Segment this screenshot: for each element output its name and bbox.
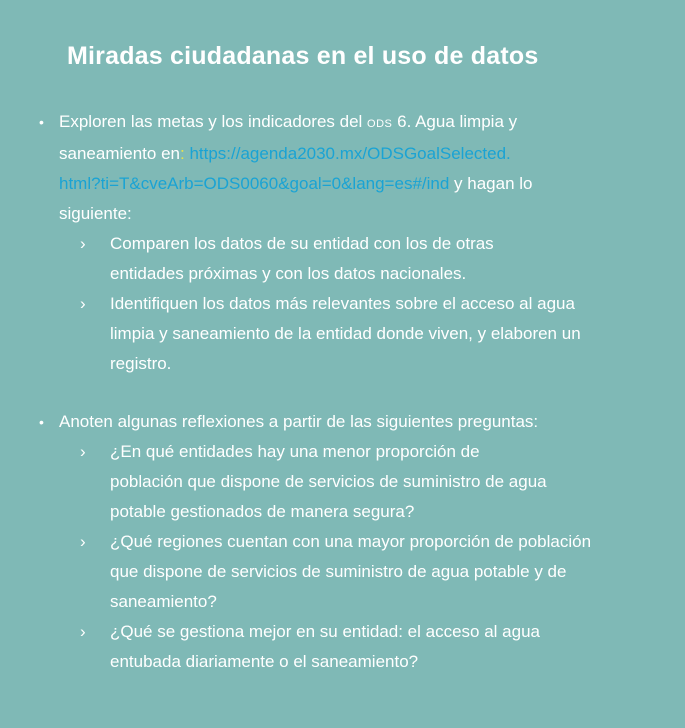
chevron-marker: › [80, 442, 86, 461]
bullet-text: Exploren las metas y los indicadores del ODS 6. Agua limpia y saneamiento en: https://agenda2030.mx/ODSGoalSelected. html?ti=T&cveArb=ODS0060&goal=0&lang=es#/ind y hagan lo siguiente: [59, 112, 533, 223]
chevron-marker: › [80, 234, 86, 253]
sub-item [80, 527, 610, 617]
bullet-marker: • [39, 114, 44, 130]
section-title: Miradas ciudadanas en el uso de datos [67, 42, 539, 70]
chevron-marker: › [80, 532, 86, 551]
sub-item-text: ¿En qué entidades hay una menor proporción de población que dispone de servicios de suministro de agua potable gestionados de manera segura? [110, 442, 547, 521]
chevron-marker: › [80, 622, 86, 641]
sub-item [80, 229, 610, 289]
bullet-text: Anoten algunas reflexiones a partir de las siguientes preguntas: [59, 412, 539, 431]
bullet-item-explore [39, 107, 629, 379]
agenda2030-link[interactable]: https://agenda2030.mx/ODSGoalSelected. html?ti=T&cveArb=ODS0060&goal=0&lang=es#/ind [59, 144, 511, 193]
sub-item-text: ¿Qué se gestiona mejor en su entidad: el acceso al agua entubada diariamente o el saneamiento? [110, 622, 540, 671]
sub-item [80, 617, 610, 677]
sub-item-text: Identifiquen los datos más relevantes sobre el acceso al agua limpia y saneamiento de la entidad donde viven, y elaboren un registro. [110, 294, 581, 373]
chevron-marker: › [80, 294, 86, 313]
sub-item [80, 289, 610, 379]
sub-item-text: Comparen los datos de su entidad con los de otras entidades próximas y con los datos nacionales. [110, 234, 494, 283]
sub-item-text: ¿Qué regiones cuentan con una mayor proporción de población que dispone de servicios de suministro de agua potable y de saneamiento? [110, 532, 592, 611]
bullet-marker: • [39, 414, 44, 430]
ods-abbreviation: ODS [367, 118, 393, 130]
sub-item [80, 437, 610, 527]
bullet-item-reflect [39, 407, 629, 677]
